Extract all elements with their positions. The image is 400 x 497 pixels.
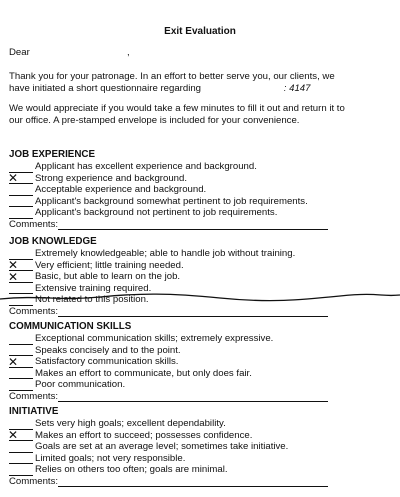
comments-row: [9, 476, 394, 488]
comments-row: [9, 219, 394, 231]
checklist-item-label: Makes an effort to communicate, but only does fair.: [35, 367, 252, 379]
section-communication-skills: [9, 321, 394, 403]
document-title: Exit Evaluation: [164, 26, 236, 37]
intro-line-2: have initiated a short questionnaire regarding: [9, 82, 202, 94]
checkbox-blank[interactable]: [9, 197, 33, 207]
check-mark-icon: ✕: [8, 269, 19, 284]
greeting-dear: Dear: [9, 47, 30, 58]
greeting-comma: ,: [127, 47, 130, 58]
checklist-item-label: Strong experience and background.: [35, 172, 188, 184]
section-title: COMMUNICATION SKILLS: [9, 321, 132, 332]
checklist-item-label: Speaks concisely and to the point.: [35, 344, 181, 356]
checklist-item-label: Poor communication.: [35, 379, 126, 391]
checklist-item: [9, 368, 394, 380]
checklist-item: [9, 345, 394, 357]
comments-row: [9, 306, 394, 318]
comments-row: [9, 391, 394, 403]
checklist-item: [9, 441, 394, 453]
check-mark-icon: ✕: [8, 258, 19, 273]
section-job-knowledge: [9, 236, 394, 318]
checklist-item-label: Not related to this position.: [35, 294, 149, 306]
checkbox-blank[interactable]: [8, 428, 33, 443]
checkbox-blank[interactable]: [9, 209, 33, 219]
checklist-item-label: Makes an effort to succeed; possesses confidence.: [35, 429, 253, 441]
checklist-item-label: Applicant's background not pertinent to job requirements.: [35, 207, 278, 219]
check-mark-icon: ✕: [8, 354, 19, 369]
checklist-item-label: Applicant's background somewhat pertinent to job requirements.: [35, 195, 308, 207]
section-title: INITIATIVE: [9, 406, 59, 417]
checkbox-blank[interactable]: [9, 454, 33, 464]
reference-number: : 4147: [283, 83, 311, 94]
checkbox-blank[interactable]: [9, 335, 33, 345]
comments-field[interactable]: [58, 392, 328, 402]
checkbox-blank[interactable]: [9, 381, 33, 391]
checklist-item: [9, 260, 394, 272]
checklist-item: [9, 196, 394, 208]
checklist-item-label: Basic, but able to learn on the job.: [35, 271, 181, 283]
section-title: JOB KNOWLEDGE: [9, 236, 97, 247]
checklist-item-label: Goals are set at an average level; sometimes take initiative.: [35, 441, 289, 453]
intro-paragraph-1: [9, 71, 394, 94]
checkbox-blank[interactable]: [9, 443, 33, 453]
checkbox-blank[interactable]: [9, 369, 33, 379]
checklist-item: [9, 207, 394, 219]
checklist-item: [9, 333, 394, 345]
comments-label: Comments:: [9, 305, 59, 317]
checklist-item: [9, 464, 394, 476]
comments-field[interactable]: [58, 220, 328, 230]
comments-label: Comments:: [9, 390, 59, 402]
checkbox-blank[interactable]: [9, 466, 33, 476]
intro-paragraph-2-line-2: our office. A pre-stamped envelope is included for your convenience.: [9, 114, 300, 126]
checklist-item-label: Satisfactory communication skills.: [35, 356, 179, 368]
checklist-item: [9, 271, 394, 283]
checklist-item: [9, 356, 394, 368]
intro-line-1: Thank you for your patronage. In an effort to better serve you, our clients, we: [9, 71, 335, 82]
intro-paragraph-2: [9, 103, 394, 126]
section-initiative: [9, 406, 394, 488]
comments-field[interactable]: [58, 307, 328, 317]
checklist-item-label: Very efficient; little training needed.: [35, 259, 184, 271]
checklist-item-label: Sets very high goals; excellent dependability.: [35, 418, 226, 429]
greeting: [9, 47, 130, 59]
checklist-item-label: Acceptable experience and background.: [35, 184, 207, 196]
checkbox-blank[interactable]: [9, 186, 33, 196]
comments-label: Comments:: [9, 475, 59, 487]
checklist-item-label: Exceptional communication skills; extremely expressive.: [35, 333, 274, 344]
checklist-item-label: Extensive training required.: [35, 282, 152, 294]
checklist-item: [9, 418, 394, 430]
section-job-experience: [9, 149, 394, 231]
intro-paragraph-2-line-1: We would appreciate if you would take a few minutes to fill it out and return it to: [9, 103, 345, 114]
comments-label: Comments:: [9, 218, 59, 230]
check-mark-icon: ✕: [8, 171, 19, 186]
checklist-item: [9, 453, 394, 465]
checklist-item: [9, 430, 394, 442]
checklist-item-label: Extremely knowledgeable; able to handle job without training.: [35, 248, 296, 259]
checklist-item-label: Limited goals; not very responsible.: [35, 452, 186, 464]
checkbox-blank[interactable]: [8, 171, 33, 186]
scan-artifact-line: [0, 291, 400, 306]
section-title: JOB EXPERIENCE: [9, 149, 96, 160]
checkbox-blank[interactable]: [8, 269, 33, 284]
checklist-item-label: Applicant has excellent experience and background.: [35, 161, 257, 172]
checklist-item: [9, 184, 394, 196]
checklist-item: [9, 161, 394, 173]
check-mark-icon: ✕: [8, 428, 19, 443]
checkbox-blank[interactable]: [8, 354, 33, 369]
checklist-item: [9, 248, 394, 260]
comments-field[interactable]: [58, 477, 328, 487]
checklist-item: [9, 379, 394, 391]
checklist-item-label: Relies on others too often; goals are minimal.: [35, 464, 228, 476]
checklist-item: [9, 173, 394, 185]
